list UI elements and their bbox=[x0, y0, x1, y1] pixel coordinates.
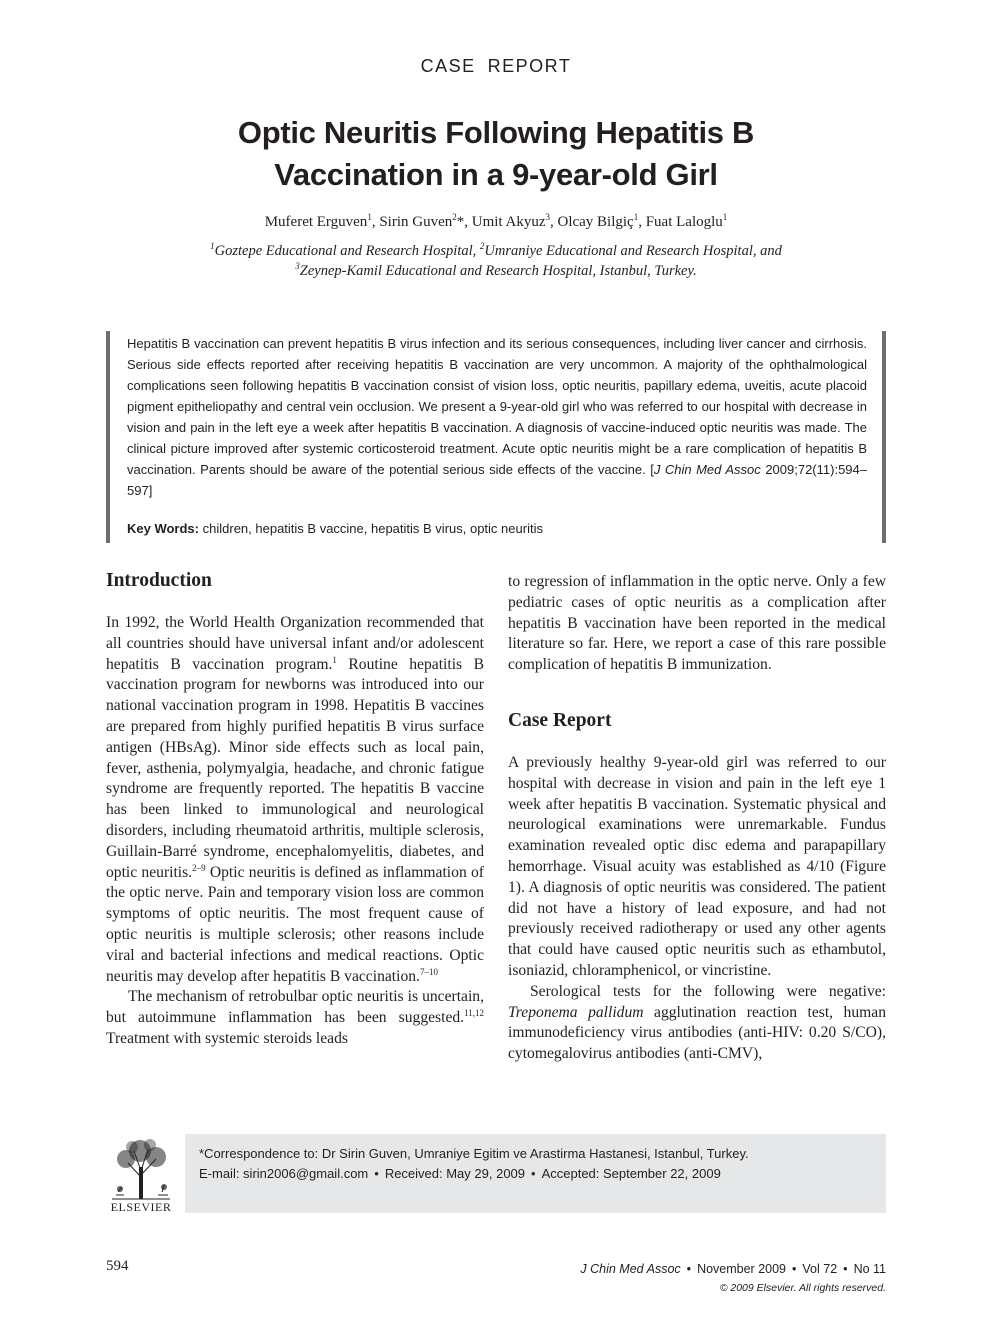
correspondence-details bbox=[199, 1166, 721, 1181]
author-name: Fuat Laloglu bbox=[645, 214, 723, 230]
publisher-name: ELSEVIER bbox=[110, 1200, 172, 1214]
title-line-2: Vaccination in a 9-year-old Girl bbox=[274, 157, 718, 192]
species-name: Treponema pallidum bbox=[508, 1003, 644, 1021]
citation-ref: 11,12 bbox=[464, 1007, 484, 1018]
section-label bbox=[0, 56, 992, 77]
paragraph-text: agglutination reaction test, human immunodeficiency virus antibodies (anti-HIV: 0.20 S/CO), cytomegalovirus antibodies (anti-CMV), bbox=[508, 1003, 886, 1063]
separator-bullet: • bbox=[374, 1166, 379, 1181]
paragraph-text: Routine hepatitis B vaccination program for newborns was introduced into our national vaccination program in 1998. Hepatitis B vaccines are prepared from highly purified hepatitis B virus surface antigen (HBsAg). Minor side effects such as local pain, fever, asthenia, polymyalgia, headache, and chronic fatigue syndrome are frequently reported. The hepatitis B vaccine has been linked to immunological and neurological disorders, including rheumatoid arthritis, multiple sclerosis, Guillain-Barré syndrome, encephalomyelitis, diabetes, and optic neuritis. bbox=[106, 655, 484, 881]
author-affiliation-mark: 3 bbox=[545, 212, 550, 222]
author-list: Muferet Erguven$^1$, Sirin Guven$^2$*, Umit Akyuz$^3$, Olcay Bilgiç$^1$, Fuat Laloglu$^1$ bbox=[264, 212, 728, 230]
correspondence-email[interactable]: E-mail: sirin2006@gmail.com bbox=[199, 1166, 369, 1181]
abstract-right-bar bbox=[882, 331, 886, 543]
author-affiliation-mark: 1 bbox=[633, 212, 639, 222]
left-column bbox=[106, 568, 484, 1050]
case-report-paragraph-2 bbox=[508, 982, 886, 1065]
affiliation-text: Goztepe Educational and Research Hospital, bbox=[214, 243, 477, 259]
abstract-left-bar bbox=[106, 331, 110, 543]
correspondence-footnote bbox=[185, 1134, 886, 1213]
citation-ref: 7–10 bbox=[419, 966, 438, 977]
section-word-case: CASE bbox=[420, 56, 476, 76]
citation-details: 2009;72(11):594–597] bbox=[127, 462, 867, 498]
right-column bbox=[508, 572, 886, 1065]
keywords-list: children, hepatitis B vaccine, hepatitis B virus, optic neuritis bbox=[202, 521, 543, 536]
keywords bbox=[127, 521, 867, 536]
received-date: Received: May 29, 2009 bbox=[384, 1166, 526, 1181]
author-name: Muferet Erguven bbox=[264, 214, 368, 230]
affiliation-mark: 1 bbox=[210, 241, 215, 252]
affiliation-text: Zeynep-Kamil Educational and Research Hospital, Istanbul, Turkey. bbox=[299, 263, 697, 279]
author-affiliation-mark: 2 bbox=[452, 212, 457, 222]
separator-bullet: • bbox=[792, 1262, 797, 1276]
separator-bullet: • bbox=[531, 1166, 536, 1181]
case-report-paragraph-1: A previously healthy 9-year-old girl was referred to our hospital with decrease in vision and pain in the left eye 1 week after hepatitis B vaccination. Systematic physical and neurological examinations were unremarkable. Fundus examination revealed optic disc edema and parapapillary hemorrhage. Visual acuity was established as 4/10 (Figure 1). A diagnosis of optic neuritis was considered. The patient did not have a history of lead exposure, and had not previously received radiotherapy or used any other agents that could have caused optic neuritis such as ethambutol, isoniazid, chloramphenicol, or vincristine. bbox=[508, 753, 886, 979]
article-title bbox=[150, 112, 842, 196]
separator-bullet: • bbox=[686, 1262, 692, 1276]
introduction-heading: Introduction bbox=[106, 570, 212, 591]
paragraph-text: Optic neuritis is defined as inflammation of the optic nerve. Pain and temporary vision loss are common symptoms of optic neuritis. The most frequent cause of optic neuritis is multiple sclerosis; other reasons include viral and bacterial infections and medical reactions. Optic neuritis may develop after hepatitis B vaccination. bbox=[106, 863, 484, 985]
affiliation-text: Umraniye Educational and Research Hospital, and bbox=[484, 243, 782, 259]
title-line-1: Optic Neuritis Following Hepatitis B bbox=[237, 115, 755, 150]
author-affiliation-mark: 1 bbox=[722, 212, 728, 222]
abstract-text bbox=[127, 333, 867, 501]
introduction-paragraph-1 bbox=[106, 613, 484, 987]
introduction-paragraph-2 bbox=[106, 987, 484, 1049]
keywords-label: Key Words: bbox=[127, 521, 199, 536]
elsevier-tree-svg bbox=[106, 1137, 176, 1201]
citation-ref: 2–9 bbox=[192, 862, 206, 873]
case-report-heading: Case Report bbox=[508, 709, 612, 731]
affiliation-mark: 2 bbox=[479, 241, 485, 252]
abstract-body: Hepatitis B vaccination can prevent hepatitis B virus infection and its serious consequences, including liver cancer and cirrhosis. Serious side effects reported after receiving hepatitis B vaccination are very uncommon. A majority of the ophthalmological complications seen following hepatitis B vaccination consist of vision loss, optic neuritis, papillary edema, uveitis, acute placoid pigment epitheliopathy and central vein occlusion. We present a 9-year-old girl who was referred to our hospital with decrease in vision and pain in the left eye a week after hepatitis B vaccination. A diagnosis of vaccine-induced optic neuritis was made. The clinical picture improved after systemic corticosteroid treatment. Acute optic neuritis might be a rare complication of hepatitis B vaccination. Parents should be aware of the potential serious side effects of the vaccine. bbox=[127, 336, 867, 477]
journal-info bbox=[580, 1262, 886, 1276]
page-number: 594 bbox=[106, 1258, 129, 1274]
volume: Vol 72 bbox=[802, 1262, 838, 1276]
paragraph-text: Serological tests for the following were negative: bbox=[530, 982, 886, 1000]
paragraph-text: In 1992, the World Health Organization recommended that all countries should have universal infant and/or adolescent hepatitis B vaccination program. bbox=[106, 614, 484, 673]
accepted-date: Accepted: September 22, 2009 bbox=[541, 1166, 721, 1181]
journal-name: J Chin Med Assoc bbox=[580, 1262, 681, 1276]
citation-journal: J Chin Med Assoc bbox=[653, 462, 761, 477]
abstract-box bbox=[106, 331, 886, 543]
citation-open: [ bbox=[650, 462, 654, 477]
copyright-notice: © 2009 Elsevier. All rights reserved. bbox=[719, 1282, 886, 1294]
issue-date: November 2009 bbox=[697, 1262, 787, 1276]
author-name: Olcay Bilgiç bbox=[557, 214, 634, 230]
section-word-report: REPORT bbox=[487, 56, 572, 76]
paragraph-text: Treatment with systemic steroids leads bbox=[106, 1029, 348, 1047]
correspondence-text: *Correspondence to: Dr Sirin Guven, Umraniye Egitim ve Arastirma Hastanesi, Istanbul, Turkey. bbox=[199, 1146, 749, 1161]
introduction-paragraph-2-continued: to regression of inflammation in the optic nerve. Only a few pediatric cases of optic neuritis as a complication after hepatitis B vaccination have been reported in the medical literature so far. Here, we report a case of this rare possible complication of hepatitis B immunization. bbox=[508, 573, 886, 674]
author-name: Sirin Guven bbox=[379, 214, 453, 230]
issue-number: No 11 bbox=[853, 1262, 886, 1276]
affiliations bbox=[0, 241, 992, 281]
paragraph-text: The mechanism of retrobulbar optic neuritis is uncertain, but autoimmune inflammation has been suggested. bbox=[106, 988, 484, 1027]
separator-bullet: • bbox=[843, 1262, 848, 1276]
corresponding-author-mark: * bbox=[456, 214, 465, 230]
citation-ref: 1 bbox=[332, 654, 337, 665]
affiliation-mark: 3 bbox=[295, 261, 300, 272]
author-name: Umit Akyuz bbox=[471, 214, 546, 230]
author-affiliation-mark: 1 bbox=[367, 212, 372, 222]
